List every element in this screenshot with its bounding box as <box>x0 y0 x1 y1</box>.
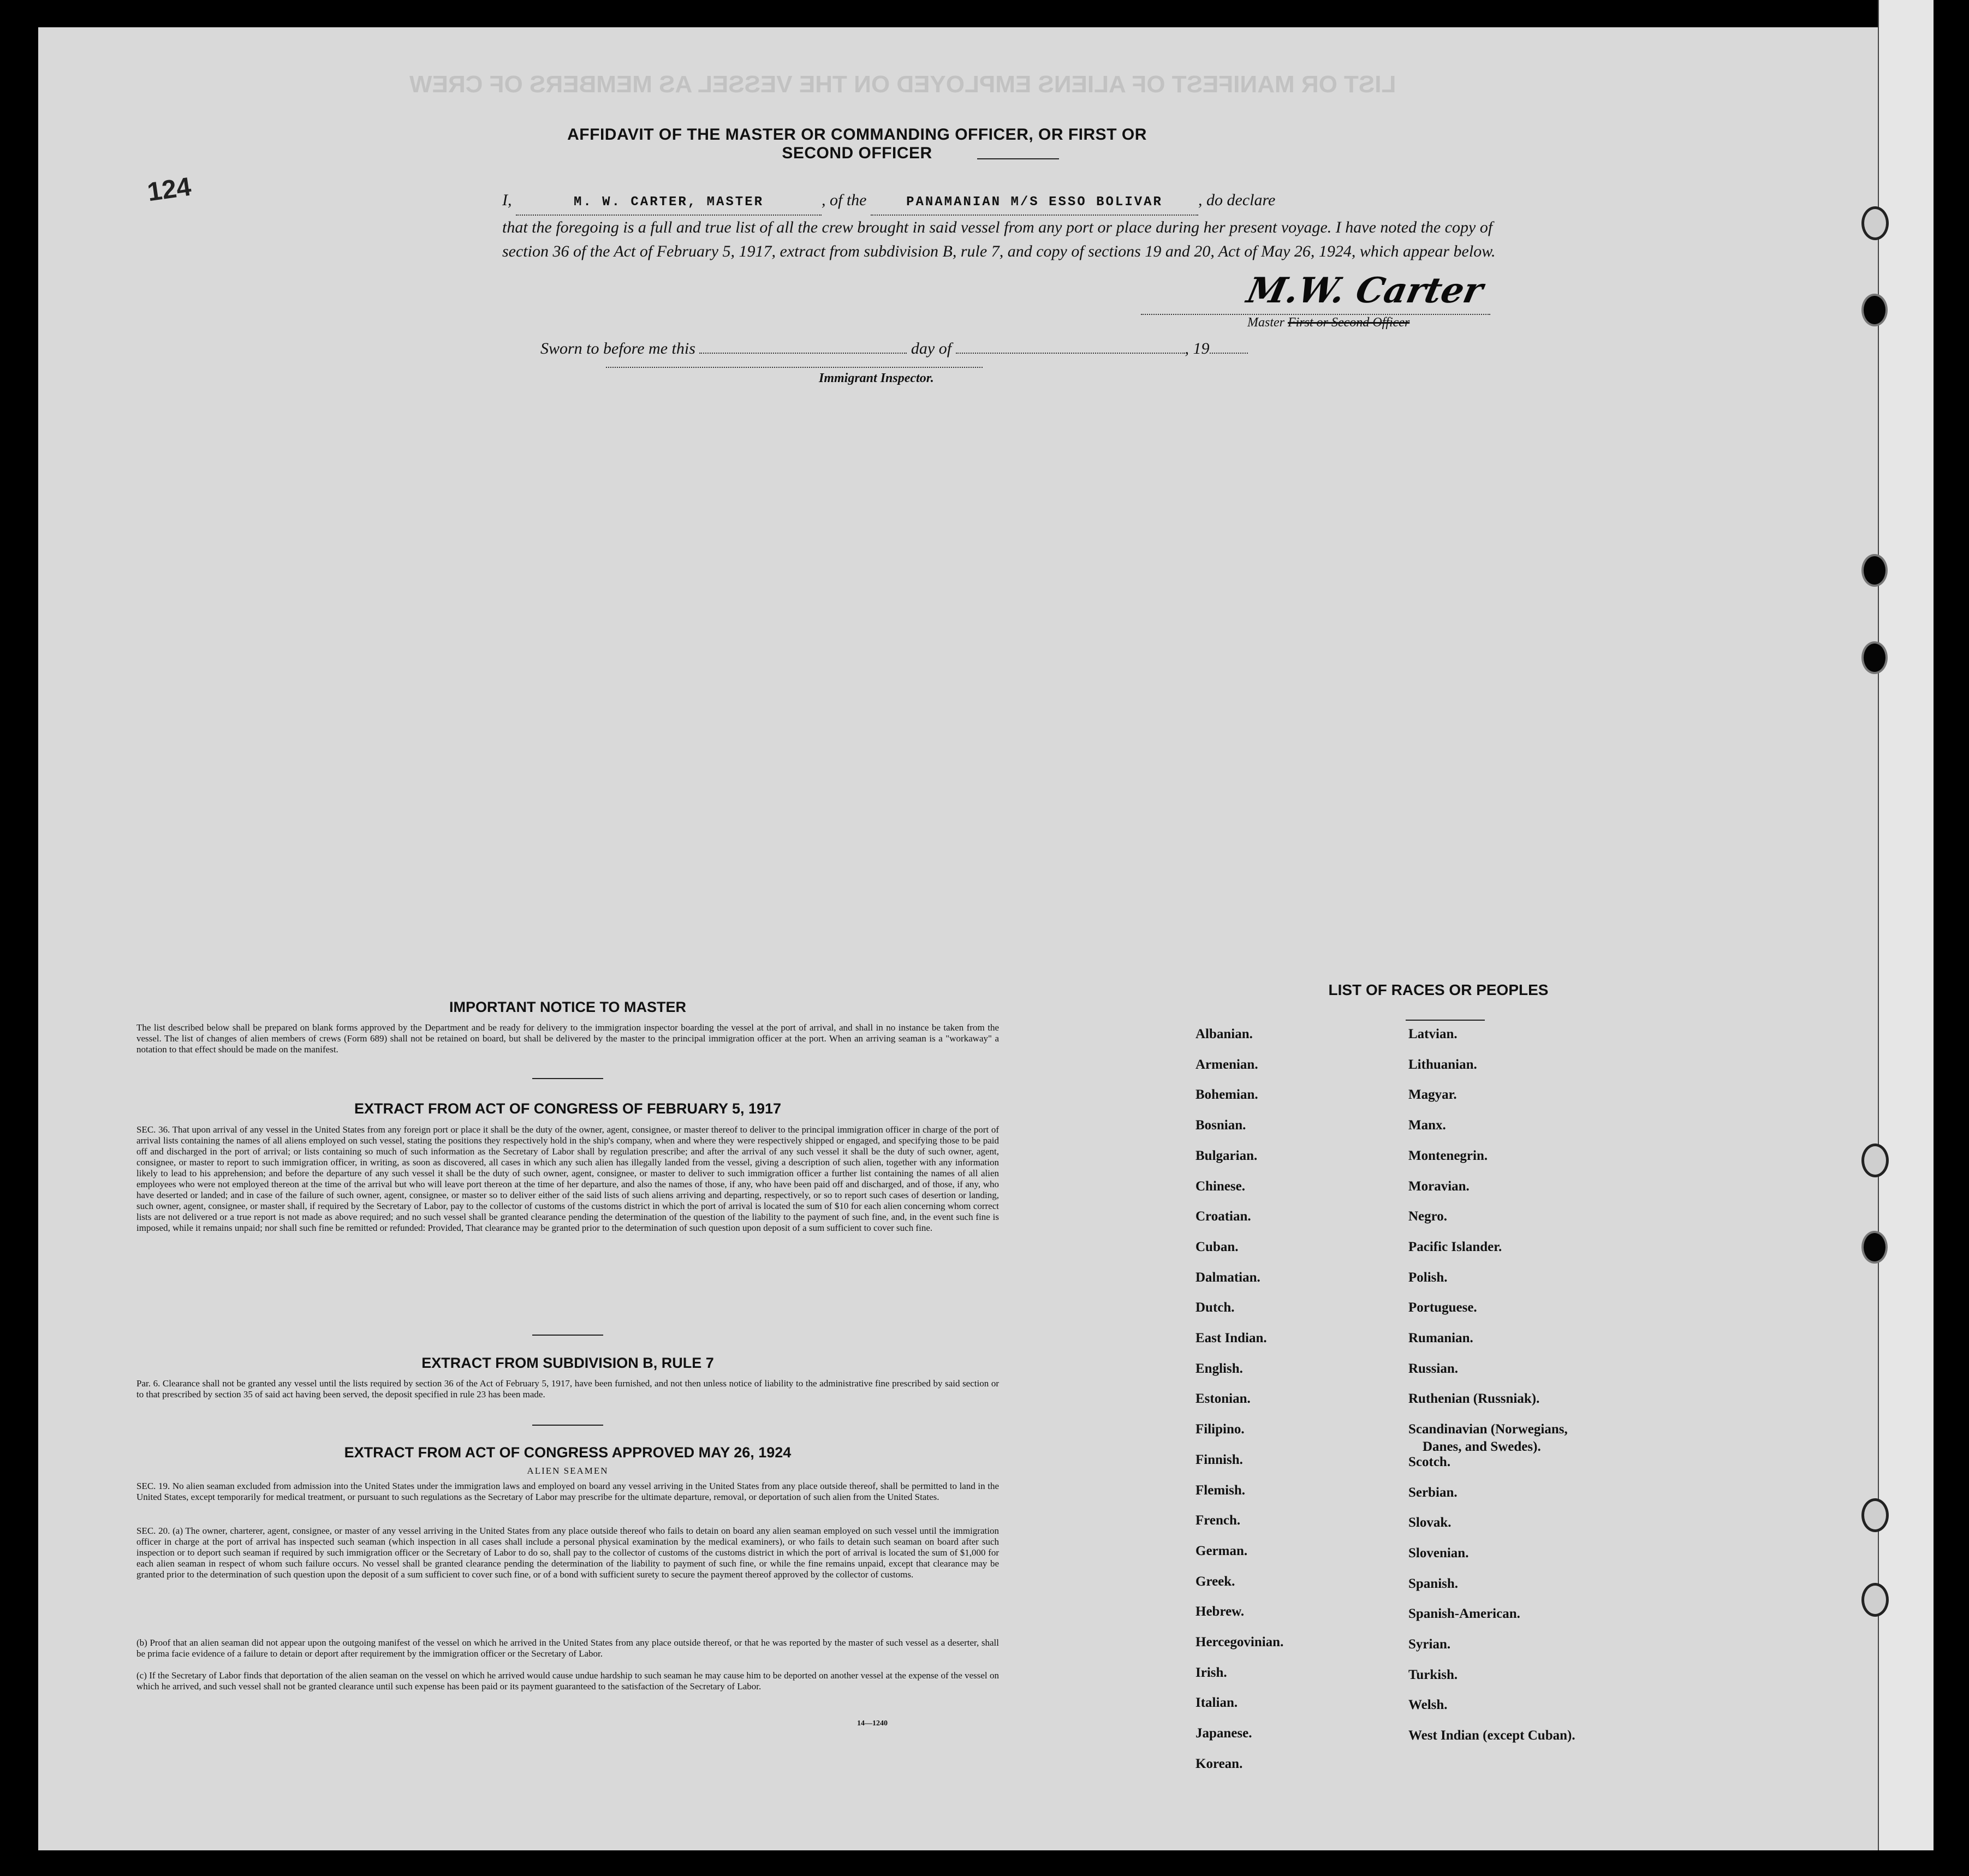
race-left-item: Greek. <box>1195 1574 1235 1589</box>
decl-i: I, <box>502 191 512 209</box>
race-right-item: West Indian (except Cuban). <box>1408 1728 1575 1743</box>
vessel-name-value: PANAMANIAN M/S ESSO BOLIVAR <box>906 195 1163 210</box>
vessel-name-field <box>871 188 1198 216</box>
punch-hole <box>1861 206 1889 240</box>
sworn-day-label: day of <box>911 340 952 358</box>
race-right-item: Pacific Islander. <box>1408 1239 1502 1254</box>
extract-1924-sec19: SEC. 19. No alien seaman excluded from admission into the United States under the immigration laws and employed on board any vessel arriving in the United States from any place outside thereof, shall be permitted to land in the United States, except temporarily for medical treatment, or pursuant to such regulations as the Secretary of Labor may prescribe for the ultimate departure, removal, or deportation of such alien from the United States. <box>136 1481 999 1502</box>
race-right-item: Lithuanian. <box>1408 1057 1477 1072</box>
sworn-year-field <box>1210 353 1248 354</box>
race-left-item: German. <box>1195 1543 1248 1558</box>
races-rule <box>1406 1020 1485 1021</box>
master-name-value: M. W. CARTER, MASTER <box>573 195 764 210</box>
sworn-line <box>540 340 1248 358</box>
sworn-month-field <box>956 353 1185 354</box>
sworn-year-label: , 19 <box>1185 340 1210 358</box>
race-left-item: Bohemian. <box>1195 1087 1258 1103</box>
margin-note: 124 <box>145 172 193 207</box>
document-page <box>38 27 1916 1850</box>
race-left-item: Hercegovinian. <box>1195 1635 1284 1649</box>
punch-hole <box>1861 1583 1889 1617</box>
caption-master: Master <box>1247 315 1284 330</box>
races-title: LIST OF RACES OR PEOPLES <box>1328 981 1549 998</box>
race-left-item: Bosnian. <box>1195 1118 1246 1133</box>
extract-1924-sec20a: SEC. 20. (a) The owner, charterer, agent, consignee, or master of any vessel arriving in the United States from any place outside thereof who fails to detain on board any alien seaman employed on such vessel until the immigration officer in charge at the port of arrival has inspected such seaman (which inspection in all cases shall include a personal physical examination by the medical examiners), or who fails to detain such seaman on board after such inspection or to deport such seaman if required by such immigration officer or the Secretary of Labor to do so, shall pay to the collector of customs of the customs district in which the port of arrival is located the sum of $1,000 for each alien seaman in respect of whom such failure occurs. No vessel shall be granted clearance pending the determination of the liability to payment of such fine, or while the fine remains unpaid, except that clearance may be granted prior to the determination of such question upon the deposit of a sum sufficient to cover such fine, or of a bond with sufficient surety to secure the payment thereof approved by the collector of customs. <box>136 1526 999 1580</box>
race-right-item: Rumanian. <box>1408 1331 1473 1345</box>
punch-hole <box>1861 554 1888 587</box>
extract-1924-title: EXTRACT FROM ACT OF CONGRESS APPROVED MAY 26, 1924 <box>344 1444 792 1461</box>
race-left-item: Armenian. <box>1195 1057 1258 1072</box>
extract-rule7-text: Par. 6. Clearance shall not be granted any vessel until the lists required by section 36 of the Act of February 5, 1917, have been furnished, and not then unless notice of liability to the administrative fine prescribed by said section or to that prescribed by section 35 of said act having been served, the deposit specified in rule 23 has been made. <box>136 1378 999 1399</box>
race-left-item: East Indian. <box>1195 1331 1267 1345</box>
race-left-item: Dutch. <box>1195 1300 1235 1315</box>
race-right-item: Manx. <box>1408 1118 1446 1133</box>
race-left-item: Korean. <box>1195 1756 1243 1771</box>
notice-text: The list described below shall be prepared on blank forms approved by the Department and be ready for delivery to the immigration inspector boarding the vessel at the port of arrival, and shall in no instance be taken from the vessel. The list of changes of alien members of crews (Form 689) shall not be retained on board, but shall be delivered by the master to the principal immigration officer at the port. When an arriving seaman is a "workaway" a notation to that effect should be made on the manifest. <box>136 1022 999 1055</box>
inspector-caption: Immigrant Inspector. <box>819 371 934 385</box>
notice-title: IMPORTANT NOTICE TO MASTER <box>449 999 686 1015</box>
extract-1917-text: SEC. 36. That upon arrival of any vessel in the United States from any foreign port or place it shall be the duty of the owner, agent, consignee, or master thereof to deliver to the principal immigration officer in charge of the port of arrival lists containing the names of all aliens employed on such vessel, stating the positions they respectively hold in the ship's company, when and where they were respectively shipped or engaged, and specifying those to be paid off and discharged in the port of arrival; or lists containing so much of such information as the Secretary of Labor shall by regulation prescribe; and after the arrival of any such vessel it shall be the duty of such owner, agent, consignee, or master to report to such immigration officer, in writing, as soon as discovered, all cases in which any such alien has illegally landed from the vessel, giving a description of such alien, together with any information likely to lead to his apprehension; and before the departure of any such vessel it shall be the duty of such owner, agent, consignee, or master to deliver to such immigration officer a further list containing the names of all alien employees who were not employed thereon at the time of the arrival but who will leave port thereon at the time of her departure, and also the names of those, if any, who have been paid off and discharged, and of those, if any, who have deserted or landed; and in case of the failure of such owner, agent, consignee, or master so to deliver either of the said lists of such aliens arriving and departing, respectively, or so to report such cases of desertion or landing, such owner, agent, consignee, or master shall, if required by the Secretary of Labor, pay to the collector of customs of the customs district in which the port of arrival is located the sum of $10 for each alien concerning whom correct lists are not delivered or a true report is not made as above required; and no such vessel shall be granted clearance pending the determination of the question of the liability to the payment of such fine, and, in the event such fine is imposed, while it remains unpaid; nor shall such fine be remitted or refunded: Provided, That clearance may be granted prior to the determination of such question upon deposit of a sum sufficient to cover such fine. <box>136 1124 999 1233</box>
caption-struck-officer: First or Second Officer <box>1288 315 1410 330</box>
race-right-item: Ruthenian (Russniak). <box>1408 1391 1540 1407</box>
race-left-item: English. <box>1195 1361 1243 1376</box>
extract-1917-title: EXTRACT FROM ACT OF CONGRESS OF FEBRUARY 5, 1917 <box>354 1100 782 1117</box>
race-left-item: Italian. <box>1195 1695 1238 1711</box>
extract-1917-rule <box>532 1335 603 1336</box>
declaration-body: that the foregoing is a full and true list of all the crew brought in said vessel from any port or place during her present voyage. I have noted the copy of section 36 of the Act of February 5, 1917, extract from subdivision B, rule 7, and copy of sections 19 and 20, Act of May 26, 1924, which appear below. <box>502 218 1496 260</box>
form-number: 14—1240 <box>857 1719 888 1728</box>
punch-hole <box>1861 1231 1888 1264</box>
master-name-field <box>516 188 822 216</box>
race-right-item: Danes, and Swedes). <box>1423 1439 1541 1455</box>
race-left-item: Finnish. <box>1195 1452 1243 1467</box>
master-signature: M.W. Carter <box>1243 270 1487 311</box>
race-right-item: Slovak. <box>1408 1515 1452 1530</box>
race-right-item: Serbian. <box>1408 1485 1458 1500</box>
bleed-through-header: LIST OR MANIFEST OF ALIENS EMPLOYED ON THE VESSEL AS MEMBERS OF CREW <box>409 71 1396 98</box>
race-right-item: Spanish-American. <box>1408 1606 1520 1622</box>
race-right-item: Moravian. <box>1408 1178 1470 1194</box>
race-left-item: Bulgarian. <box>1195 1148 1258 1163</box>
inspector-line <box>606 367 983 368</box>
race-right-item: Syrian. <box>1408 1637 1451 1652</box>
extract-rule7-title: EXTRACT FROM SUBDIVISION B, RULE 7 <box>421 1355 714 1371</box>
race-right-item: Portuguese. <box>1408 1300 1477 1315</box>
signature-line <box>1141 314 1490 315</box>
race-right-item: Latvian. <box>1408 1027 1458 1041</box>
race-right-item: Magyar. <box>1408 1087 1457 1103</box>
punch-hole <box>1861 1144 1889 1177</box>
decl-do-declare: , do declare <box>1198 191 1276 209</box>
race-left-item: French. <box>1195 1513 1241 1528</box>
race-right-item: Turkish. <box>1408 1667 1458 1682</box>
race-right-item: Welsh. <box>1408 1698 1448 1713</box>
race-left-item: Cuban. <box>1195 1239 1239 1254</box>
punch-hole <box>1861 294 1888 326</box>
punch-hole <box>1861 641 1888 674</box>
race-left-item: Chinese. <box>1195 1178 1245 1194</box>
extract-1924-subtitle: ALIEN SEAMEN <box>527 1466 609 1476</box>
race-left-item: Filipino. <box>1195 1422 1245 1437</box>
sworn-day-field <box>699 353 907 354</box>
race-right-item: Scandinavian (Norwegians, <box>1408 1422 1568 1437</box>
extract-1924-sec20b: (b) Proof that an alien seaman did not appear upon the outgoing manifest of the vessel on which he arrived in the United States from any place outside thereof, or that he was reported by the master of such vessel as a deserter, shall be prima facie evidence of a failure to detain or deport after requirement by the immigration officer or the Secretary of Labor. <box>136 1637 999 1659</box>
race-left-item: Japanese. <box>1195 1726 1252 1741</box>
sworn-prefix: Sworn to before me this <box>540 340 695 358</box>
race-right-item: Negro. <box>1408 1209 1448 1224</box>
race-left-item: Hebrew. <box>1195 1604 1245 1619</box>
punch-hole <box>1861 1498 1889 1532</box>
race-left-item: Dalmatian. <box>1195 1270 1260 1285</box>
decl-of-the: , of the <box>822 191 867 209</box>
title-rule <box>977 158 1059 159</box>
race-right-item: Spanish. <box>1408 1576 1459 1591</box>
race-right-item: Scotch. <box>1408 1454 1451 1469</box>
race-right-item: Montenegrin. <box>1408 1148 1488 1163</box>
race-left-item: Albanian. <box>1195 1027 1253 1041</box>
signature-caption <box>1247 315 1409 330</box>
race-right-item: Slovenian. <box>1408 1545 1469 1561</box>
race-left-item: Irish. <box>1195 1665 1227 1680</box>
race-right-item: Polish. <box>1408 1270 1448 1285</box>
extract-rule7-rule <box>532 1425 603 1426</box>
race-left-item: Estonian. <box>1195 1391 1251 1407</box>
race-left-item: Flemish. <box>1195 1482 1245 1498</box>
declaration <box>502 188 1539 264</box>
notice-rule <box>532 1078 603 1079</box>
extract-1924-sec20c: (c) If the Secretary of Labor finds that deportation of the alien seaman on the vessel on which he arrived would cause undue hardship to such seaman he may cause him to be deported on another vessel at the expense of the vessel on which he arrived, and such vessel shall not be granted clearance until such expense has been paid or its payment guaranteed to the satisfaction of the Secretary of Labor. <box>136 1670 999 1692</box>
race-right-item: Russian. <box>1408 1361 1459 1376</box>
race-left-item: Croatian. <box>1195 1209 1251 1224</box>
page-edge-strip <box>1878 0 1934 1850</box>
affidavit-title: AFFIDAVIT OF THE MASTER OR COMMANDING OFFICER, OR FIRST OR SECOND OFFICER <box>567 126 1147 162</box>
